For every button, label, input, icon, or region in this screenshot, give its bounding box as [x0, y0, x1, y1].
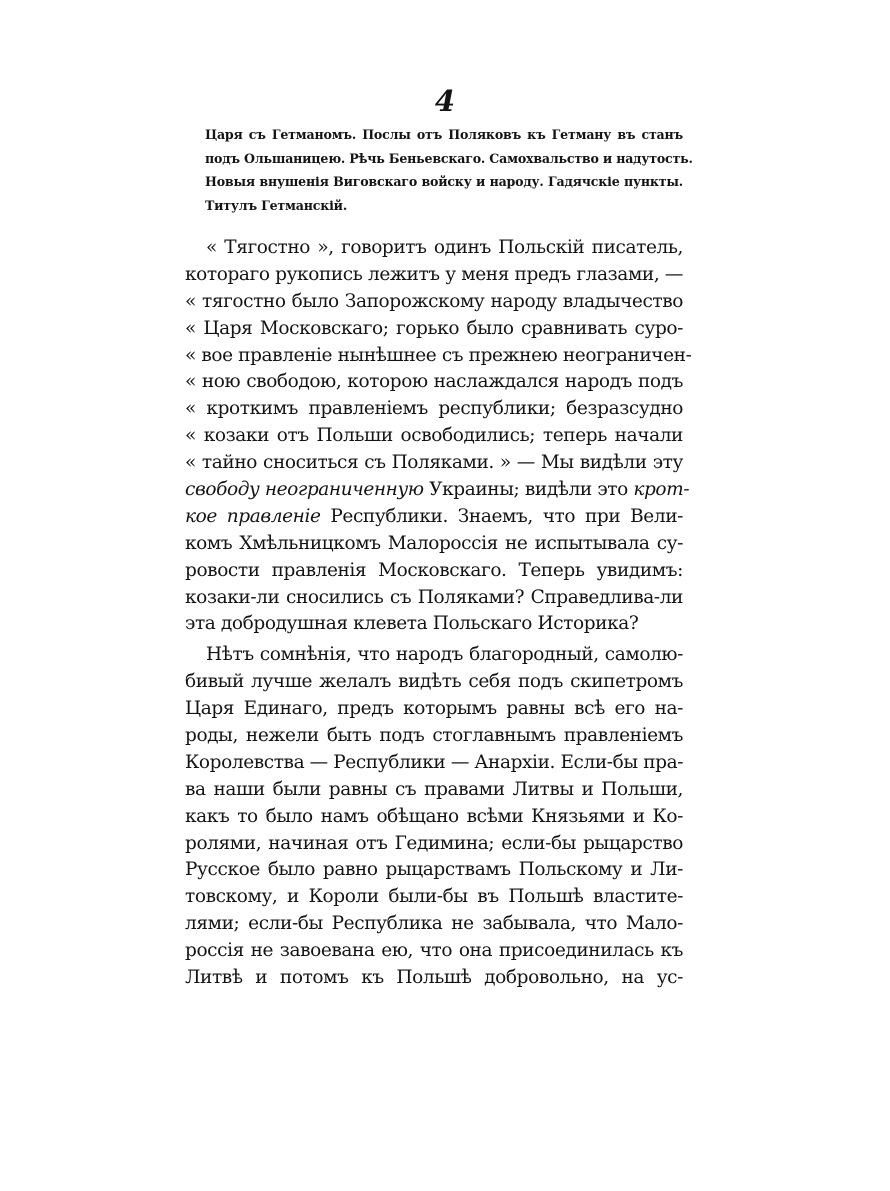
text-line: эта добродушная клевета Польскаго Историка? — [185, 613, 639, 635]
text-span: Республики. Знаемъ, что при Вели- — [320, 505, 683, 527]
text-line: « вое правленіе нынѣшнее съ прежнею неограничен- — [185, 344, 692, 366]
text-line: « Царя Московскаго; горько было сравнивать суро- — [185, 317, 683, 339]
summary-line: Титулъ Гетманскій. — [205, 197, 348, 213]
text-line: « тягостно было Запорожскому народу владычество — [185, 290, 683, 312]
text-line: Русское было равно рыцарствамъ Польскому и Ли- — [185, 859, 683, 881]
text-line: козаки-ли сносились съ Поляками? Справедлива-ли — [185, 586, 683, 608]
text-line: « ною свободою, которою наслаждался народъ подъ — [185, 371, 683, 393]
italic-phrase: свободу неограниченную — [185, 479, 424, 501]
text-line: какъ то было намъ обѣщано всѣми Князьями и Ко- — [185, 805, 683, 827]
italic-phrase: крот- — [633, 479, 690, 501]
text-line: ролями, начиная отъ Гедимина; если-бы рыцарство — [185, 832, 683, 854]
paragraph-2 — [185, 642, 683, 992]
page-number: 4 — [434, 84, 456, 118]
text-line: ва наши были равны съ правами Литвы и Польши, — [185, 778, 683, 800]
text-line: « кроткимъ правленіемъ республики; безразсудно — [185, 398, 683, 420]
text-line: Королевства — Республики — Анархіи. Если-бы пра- — [185, 751, 684, 773]
text-line: россія не завоевана ею, что она присоединилась къ — [185, 940, 683, 962]
italic-phrase: кое правленіе — [185, 505, 321, 527]
text-line: « козаки отъ Польши освободились; теперь начали — [185, 425, 683, 447]
text-line — [185, 477, 690, 504]
summary-line: подъ Ольшаницею. Рѣчь Беньевскаго. Самохвальство и надутость. — [205, 150, 693, 166]
chapter-summary — [205, 123, 693, 217]
text-line: ровости правленія Московскаго. Теперь увидимъ: — [185, 559, 683, 581]
text-line: « тайно сноситься съ Поляками. » — Мы видѣли эту — [185, 452, 683, 474]
text-line: бивый лучше желалъ видѣть себя подъ скипетромъ — [185, 671, 683, 693]
body-text — [185, 235, 692, 992]
text-line: Царя Единаго, предъ которымъ равны всѣ его на- — [185, 698, 683, 720]
text-line: Литвѣ и потомъ къ Польшѣ добровольно, на ус- — [185, 967, 683, 989]
text-line: котораго рукопись лежитъ у меня предъ глазами, — — [185, 263, 683, 285]
text-line: лями; если-бы Республика не забывала, что Мало- — [185, 913, 683, 935]
text-line: товскому, и Короли были-бы въ Польшѣ властите- — [185, 886, 683, 908]
summary-line: Царя съ Гетманомъ. Послы отъ Поляковъ къ Гетману въ станъ — [205, 127, 683, 142]
summary-line: Новыя внушенія Виговскаго войску и народу. Гадячскіе пункты. — [205, 174, 683, 189]
paragraph-1 — [185, 235, 692, 638]
text-line: Нѣтъ сомнѣнія, что народъ благородный, самолю- — [206, 644, 683, 666]
text-line — [185, 504, 683, 531]
text-line: роды, нежели быть подъ стоглавнымъ правленіемъ — [185, 725, 683, 747]
text-line: комъ Хмѣльницкомъ Малороссія не испытывала су- — [185, 532, 683, 554]
text-line: « Тягостно », говоритъ одинъ Польскій писатель, — [206, 237, 683, 258]
text-span: Украины; видѣли это — [423, 479, 634, 501]
